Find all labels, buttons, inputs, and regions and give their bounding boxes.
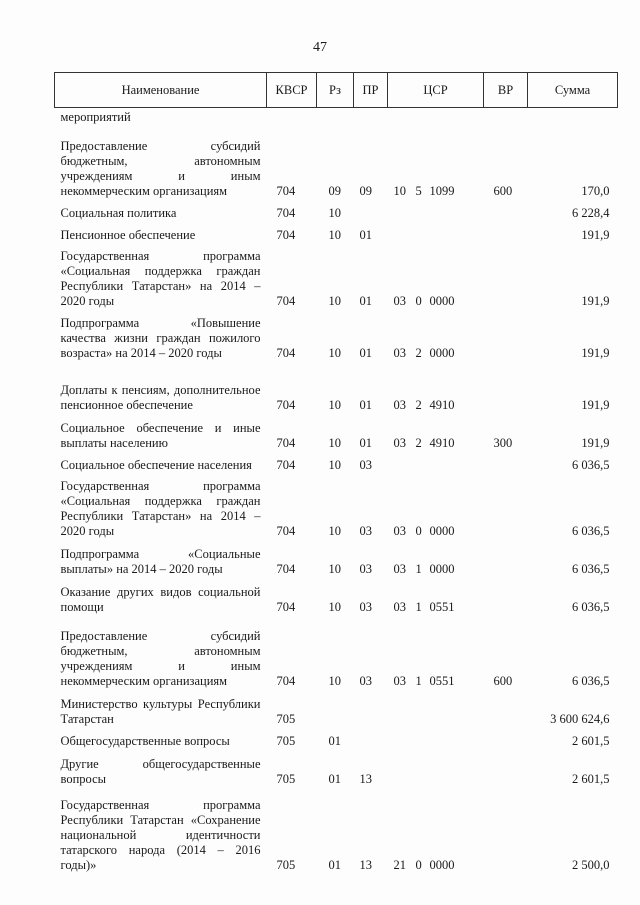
header-pr: ПР bbox=[354, 73, 388, 108]
cell-csr-subprogram bbox=[412, 693, 430, 731]
cell-csr-subprogram: 0 bbox=[415, 524, 422, 538]
cell-csr-subprogram: 0 bbox=[415, 858, 422, 872]
cell-pr: 13 bbox=[359, 858, 372, 872]
cell-kvsr: 705 bbox=[276, 772, 296, 786]
cell-vr bbox=[484, 365, 528, 417]
cell-pr bbox=[354, 731, 388, 753]
cell-name: Подпрограмма «Повышение качества жизни граждан пожилого возраста» на 2014 – 2020 годы bbox=[60, 316, 261, 360]
table-row bbox=[55, 313, 618, 365]
cell-csr-subprogram: 5 bbox=[415, 184, 422, 198]
cell-rz: 10 bbox=[328, 346, 341, 360]
cell-name: Пенсионное обеспечение bbox=[60, 228, 196, 242]
cell-csr-program: 10 bbox=[393, 184, 406, 198]
cell-csr-direction: 4910 bbox=[429, 398, 455, 412]
cell-csr-subprogram bbox=[412, 731, 430, 753]
cell-name: Социальное обеспечение населения bbox=[60, 458, 252, 472]
cell-vr: 300 bbox=[493, 436, 513, 450]
table-row bbox=[55, 619, 618, 693]
table-row bbox=[55, 129, 618, 203]
cell-csr-direction: 0000 bbox=[429, 562, 455, 576]
cell-pr: 03 bbox=[359, 674, 372, 688]
cell-csr-subprogram: 2 bbox=[415, 398, 422, 412]
cell-csr-program: 03 bbox=[393, 436, 406, 450]
cell-csr-subprogram: 1 bbox=[415, 600, 422, 614]
cell-csr-program: 03 bbox=[393, 524, 406, 538]
cell-vr bbox=[484, 581, 528, 619]
cell-csr-program: 03 bbox=[393, 562, 406, 576]
cell-csr-direction: 0000 bbox=[429, 858, 455, 872]
cell-vr: 600 bbox=[493, 184, 513, 198]
cell-csr-direction: 0000 bbox=[429, 346, 455, 360]
table-row bbox=[55, 753, 618, 791]
cell-csr-subprogram bbox=[412, 203, 430, 225]
cell-rz: 10 bbox=[328, 398, 341, 412]
cell-csr-subprogram: 1 bbox=[415, 562, 422, 576]
cell-vr bbox=[484, 753, 528, 791]
cell-kvsr: 704 bbox=[276, 674, 296, 688]
cell-pr bbox=[354, 203, 388, 225]
cell-rz: 01 bbox=[328, 858, 341, 872]
cell-sum: 6 036,5 bbox=[572, 600, 610, 614]
cell-csr-direction bbox=[430, 203, 484, 225]
table-row bbox=[55, 455, 618, 477]
table-row bbox=[55, 417, 618, 455]
cell-csr-program: 03 bbox=[393, 674, 406, 688]
cell-csr-subprogram bbox=[412, 753, 430, 791]
header-sum: Сумма bbox=[528, 73, 618, 108]
cell-name: Предоставление субсидий бюджетным, автономным учреждениям и иным некоммерческим организациям bbox=[60, 139, 261, 198]
table-header-row bbox=[55, 73, 618, 108]
cell-kvsr: 704 bbox=[276, 228, 296, 242]
cell-rz: 10 bbox=[328, 600, 341, 614]
cell-sum: 6 036,5 bbox=[572, 674, 610, 688]
cell-csr-direction bbox=[430, 753, 484, 791]
cell-csr-program bbox=[388, 203, 412, 225]
cell-vr bbox=[484, 693, 528, 731]
cell-csr-subprogram bbox=[412, 225, 430, 247]
cell-kvsr: 705 bbox=[276, 734, 296, 748]
cell-sum: 2 601,5 bbox=[572, 734, 610, 748]
cell-csr-direction bbox=[430, 225, 484, 247]
cell-rz: 10 bbox=[328, 524, 341, 538]
cell-rz: 10 bbox=[328, 436, 341, 450]
header-kvsr: КВСР bbox=[267, 73, 317, 108]
cell-pr: 01 bbox=[359, 228, 372, 242]
cell-name: мероприятий bbox=[60, 110, 131, 124]
cell-pr: 03 bbox=[359, 524, 372, 538]
cell-kvsr: 705 bbox=[276, 858, 296, 872]
cell-vr bbox=[484, 731, 528, 753]
cell-rz: 10 bbox=[328, 458, 341, 472]
cell-kvsr: 704 bbox=[276, 346, 296, 360]
cell-rz: 10 bbox=[328, 294, 341, 308]
cell-csr-direction bbox=[430, 693, 484, 731]
table-row bbox=[55, 731, 618, 753]
cell-name: Предоставление субсидий бюджетным, автономным учреждениям и иным некоммерческим организациям bbox=[60, 629, 261, 688]
header-rz: Рз bbox=[317, 73, 354, 108]
cell-name: Подпрограмма «Социальные выплаты» на 2014 – 2020 годы bbox=[60, 547, 261, 576]
cell-csr-direction bbox=[430, 108, 484, 130]
cell-name: Государственная программа «Социальная поддержка граждан Республики Татарстан» на 2014 – 2020 годы bbox=[60, 479, 261, 538]
table-row bbox=[55, 543, 618, 581]
cell-pr: 09 bbox=[359, 184, 372, 198]
cell-name: Оказание других видов социальной помощи bbox=[60, 585, 261, 614]
cell-pr: 03 bbox=[359, 600, 372, 614]
cell-rz: 09 bbox=[328, 184, 341, 198]
header-vr: ВР bbox=[484, 73, 528, 108]
cell-csr-direction: 0000 bbox=[429, 294, 455, 308]
cell-pr: 13 bbox=[359, 772, 372, 786]
cell-rz: 10 bbox=[328, 228, 341, 242]
cell-name: Государственная программа «Социальная поддержка граждан Республики Татарстан» на 2014 – 2020 годы bbox=[60, 249, 261, 308]
cell-sum: 2 601,5 bbox=[572, 772, 610, 786]
cell-sum: 3 600 624,6 bbox=[550, 712, 610, 726]
cell-pr bbox=[354, 108, 388, 130]
cell-sum: 170,0 bbox=[581, 184, 610, 198]
header-csr: ЦСР bbox=[388, 73, 484, 108]
cell-kvsr: 704 bbox=[276, 206, 296, 220]
cell-pr: 03 bbox=[359, 562, 372, 576]
cell-csr-direction: 0551 bbox=[429, 674, 455, 688]
cell-pr: 01 bbox=[359, 346, 372, 360]
cell-csr-program: 03 bbox=[393, 346, 406, 360]
cell-kvsr: 704 bbox=[276, 600, 296, 614]
cell-sum: 6 036,5 bbox=[572, 458, 610, 472]
cell-pr bbox=[354, 693, 388, 731]
cell-csr-program: 03 bbox=[393, 398, 406, 412]
cell-kvsr: 705 bbox=[276, 712, 296, 726]
cell-name: Социальное обеспечение и иные выплаты населению bbox=[60, 421, 261, 450]
table-row bbox=[55, 225, 618, 247]
cell-csr-program bbox=[388, 225, 412, 247]
cell-kvsr: 704 bbox=[276, 294, 296, 308]
cell-vr bbox=[484, 543, 528, 581]
header-name: Наименование bbox=[55, 73, 267, 108]
cell-vr bbox=[484, 791, 528, 877]
cell-csr-program: 21 bbox=[393, 858, 406, 872]
cell-rz: 01 bbox=[328, 734, 341, 748]
cell-name: Социальная политика bbox=[60, 206, 177, 220]
cell-vr bbox=[484, 313, 528, 365]
cell-sum: 6 036,5 bbox=[572, 524, 610, 538]
cell-csr-program bbox=[388, 731, 412, 753]
cell-kvsr: 704 bbox=[276, 562, 296, 576]
cell-rz: 10 bbox=[328, 206, 341, 220]
cell-csr-program: 03 bbox=[393, 294, 406, 308]
table-row bbox=[55, 247, 618, 313]
cell-kvsr: 704 bbox=[276, 184, 296, 198]
cell-rz: 10 bbox=[328, 562, 341, 576]
cell-csr-direction bbox=[430, 455, 484, 477]
cell-csr-subprogram bbox=[412, 455, 430, 477]
cell-csr-subprogram: 2 bbox=[415, 436, 422, 450]
cell-csr-subprogram: 1 bbox=[415, 674, 422, 688]
cell-vr bbox=[484, 203, 528, 225]
cell-kvsr: 704 bbox=[276, 458, 296, 472]
cell-csr-subprogram: 0 bbox=[415, 294, 422, 308]
table-row bbox=[55, 791, 618, 877]
cell-rz bbox=[317, 693, 354, 731]
cell-pr: 01 bbox=[359, 294, 372, 308]
cell-rz: 01 bbox=[328, 772, 341, 786]
cell-vr bbox=[484, 225, 528, 247]
cell-name: Министерство культуры Республики Татарстан bbox=[60, 697, 261, 726]
table-row bbox=[55, 108, 618, 130]
cell-sum: 191,9 bbox=[581, 436, 610, 450]
table-row bbox=[55, 477, 618, 543]
cell-vr bbox=[484, 247, 528, 313]
cell-rz: 10 bbox=[328, 674, 341, 688]
cell-csr-subprogram: 2 bbox=[415, 346, 422, 360]
cell-rz bbox=[317, 108, 354, 130]
cell-kvsr: 704 bbox=[276, 436, 296, 450]
cell-vr bbox=[484, 477, 528, 543]
cell-csr-direction bbox=[430, 731, 484, 753]
cell-vr bbox=[484, 455, 528, 477]
cell-kvsr: 704 bbox=[276, 524, 296, 538]
cell-sum: 191,9 bbox=[581, 228, 610, 242]
cell-sum: 191,9 bbox=[581, 294, 610, 308]
cell-sum: 191,9 bbox=[581, 398, 610, 412]
cell-csr-direction: 4910 bbox=[429, 436, 455, 450]
cell-csr-subprogram bbox=[412, 108, 430, 130]
cell-csr-program bbox=[388, 455, 412, 477]
cell-sum: 6 036,5 bbox=[572, 562, 610, 576]
cell-name: Доплаты к пенсиям, дополнительное пенсионное обеспечение bbox=[60, 383, 261, 412]
cell-csr-direction: 0551 bbox=[429, 600, 455, 614]
cell-vr bbox=[484, 108, 528, 130]
cell-csr-program bbox=[388, 693, 412, 731]
cell-vr: 600 bbox=[493, 674, 513, 688]
cell-name: Другие общегосударственные вопросы bbox=[60, 757, 261, 786]
cell-pr: 01 bbox=[359, 398, 372, 412]
cell-csr-program: 03 bbox=[393, 600, 406, 614]
table-row bbox=[55, 581, 618, 619]
cell-name: Государственная программа Республики Татарстан «Сохранение национальной идентичности татарского народа (2014 – 2016 годы)» bbox=[60, 798, 261, 872]
cell-sum: 191,9 bbox=[581, 346, 610, 360]
table-row bbox=[55, 693, 618, 731]
cell-csr-direction: 1099 bbox=[429, 184, 455, 198]
table-row bbox=[55, 365, 618, 417]
cell-name: Общегосударственные вопросы bbox=[60, 734, 230, 748]
cell-kvsr: 704 bbox=[276, 398, 296, 412]
table-row bbox=[55, 203, 618, 225]
cell-sum: 2 500,0 bbox=[572, 858, 610, 872]
cell-kvsr bbox=[267, 108, 317, 130]
cell-csr-program bbox=[388, 108, 412, 130]
cell-pr: 01 bbox=[359, 436, 372, 450]
cell-pr: 03 bbox=[359, 458, 372, 472]
page-number: 47 bbox=[313, 40, 327, 55]
cell-sum: 6 228,4 bbox=[572, 206, 610, 220]
cell-csr-direction: 0000 bbox=[429, 524, 455, 538]
budget-table bbox=[54, 72, 618, 877]
cell-csr-program bbox=[388, 753, 412, 791]
cell-sum bbox=[528, 108, 618, 130]
